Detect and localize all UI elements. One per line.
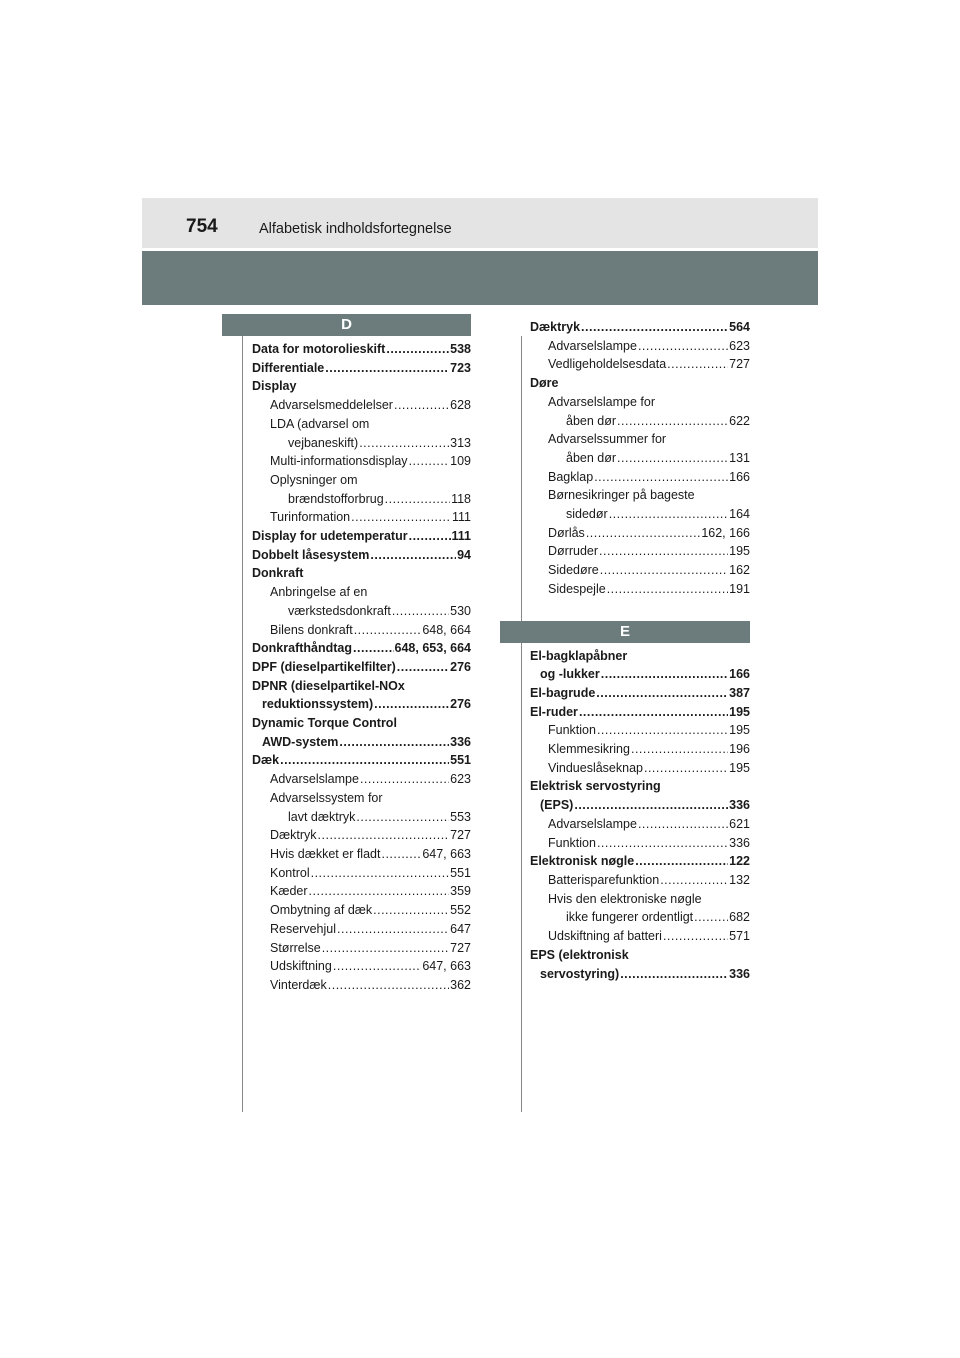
right-column (530, 318, 750, 983)
entry-page: 553 (450, 809, 471, 824)
entry-page: 647, 663 (422, 846, 471, 861)
entry-page: 723 (450, 360, 471, 375)
dot-leader (322, 939, 449, 958)
dot-leader (631, 740, 728, 759)
index-entry (252, 939, 471, 958)
entry-term: Sidespejle (548, 581, 606, 596)
dot-leader (638, 337, 728, 356)
dot-leader (620, 965, 728, 984)
index-entry (252, 957, 471, 976)
index-entry (530, 946, 750, 965)
entry-term: Dæktryk (270, 828, 317, 843)
entry-page: 682 (729, 910, 750, 925)
dot-leader (280, 751, 449, 770)
index-entry (252, 377, 471, 396)
entry-page: 195 (729, 704, 750, 719)
entry-term: Udskiftning af batteri (548, 929, 662, 944)
entry-term: El-bagrude (530, 685, 596, 700)
dot-leader (667, 355, 728, 374)
index-entry (252, 471, 471, 490)
entry-page: 131 (729, 450, 750, 465)
header-band (142, 251, 818, 305)
entry-term: Data for motorolieskift (252, 342, 386, 356)
entry-page: 191 (729, 581, 750, 596)
entry-term: Dørlås (548, 525, 585, 540)
dot-leader (386, 340, 449, 359)
index-entry (530, 430, 750, 449)
index-entry (252, 976, 471, 995)
entry-term: LDA (advarsel om (270, 416, 370, 431)
entry-term: Størrelse (270, 940, 321, 955)
right-entry-list-e (530, 647, 750, 984)
entry-page: 623 (729, 338, 750, 353)
index-entry (530, 505, 750, 524)
index-entry (530, 524, 750, 543)
dot-leader (385, 490, 450, 509)
entry-page: 387 (729, 685, 750, 700)
entry-term: Dæktryk (530, 320, 581, 334)
entry-term: Donkraft (252, 566, 304, 581)
dot-leader (694, 908, 728, 927)
dot-leader (381, 845, 421, 864)
entry-page: 336 (729, 798, 750, 813)
index-entry (252, 695, 471, 714)
index-entry (252, 602, 471, 621)
entry-term: Turinformation (270, 510, 351, 525)
entry-term: Donkrafthåndtag (252, 641, 352, 656)
entry-page: 276 (450, 697, 471, 712)
entry-term: Hvis den elektroniske nøgle (548, 891, 702, 906)
index-entry (530, 965, 750, 984)
dot-leader (370, 546, 456, 565)
entry-term: Dynamic Torque Control (252, 716, 397, 731)
entry-term: Multi-informationsdisplay (270, 454, 408, 469)
entry-term: Anbringelse af en (270, 585, 368, 600)
index-entry (530, 684, 750, 703)
dot-leader (660, 871, 728, 890)
index-entry (252, 340, 471, 359)
index-entry (530, 665, 750, 684)
entry-term: Batterisparefunktion (548, 872, 660, 887)
entry-page: 195 (729, 723, 750, 738)
entry-term: (EPS) (540, 798, 574, 813)
entry-term: Ombytning af dæk (270, 903, 373, 918)
index-entry (530, 834, 750, 853)
index-entry (530, 759, 750, 778)
entry-term: brændstofforbrug (288, 491, 384, 506)
entry-term: Udskiftning (270, 959, 332, 974)
index-entry (530, 796, 750, 815)
entry-term: Dæk (252, 753, 280, 768)
index-entry (530, 777, 750, 796)
entry-page: 530 (450, 603, 471, 618)
dot-leader (586, 524, 701, 543)
entry-term: Kontrol (270, 865, 310, 880)
index-entry (530, 871, 750, 890)
entry-page: 132 (729, 872, 750, 887)
index-entry (252, 826, 471, 845)
entry-term: Bilens donkraft (270, 622, 353, 637)
entry-page: 727 (450, 940, 471, 955)
entry-page: 647, 663 (422, 959, 471, 974)
index-entry (530, 580, 750, 599)
dot-leader (601, 665, 728, 684)
index-entry (252, 434, 471, 453)
dot-leader (339, 733, 449, 752)
index-entry (530, 740, 750, 759)
index-entry (252, 415, 471, 434)
dot-leader (354, 621, 422, 640)
entry-page: 564 (729, 320, 750, 334)
entry-term: Døre (530, 376, 559, 391)
section-letter-e: E (500, 621, 750, 643)
index-entry (252, 882, 471, 901)
dot-leader (337, 920, 449, 939)
dot-leader (597, 834, 728, 853)
entry-term: Funktion (548, 835, 596, 850)
entry-page: 359 (450, 884, 471, 899)
index-entry (530, 412, 750, 431)
index-entry (252, 714, 471, 733)
entry-term: Oplysninger om (270, 472, 358, 487)
dot-leader (635, 852, 728, 871)
entry-page: 94 (457, 547, 471, 562)
entry-page: 727 (450, 828, 471, 843)
entry-term: vejbaneskift) (288, 435, 359, 450)
index-entry (252, 864, 471, 883)
dot-leader (409, 452, 450, 471)
entry-page: 196 (729, 742, 750, 757)
index-entry (252, 452, 471, 471)
index-entry (252, 639, 471, 658)
index-entry (252, 583, 471, 602)
entry-term: åben dør (566, 450, 617, 465)
index-entry (530, 927, 750, 946)
dot-leader (333, 957, 421, 976)
dot-leader (328, 976, 449, 995)
left-column (222, 314, 471, 995)
entry-page: 336 (729, 966, 750, 981)
dot-leader (597, 721, 728, 740)
right-column-rule (521, 336, 522, 1112)
dot-leader (394, 396, 449, 415)
entry-page: 111 (451, 510, 471, 525)
entry-term: sidedør (566, 507, 608, 522)
dot-leader (353, 639, 394, 658)
index-entry (530, 449, 750, 468)
index-entry (252, 621, 471, 640)
entry-term: Elektrisk servostyring (530, 779, 661, 794)
entry-page: 195 (729, 760, 750, 775)
entry-page: 166 (729, 469, 750, 484)
entry-term: Display for udetemperatur (252, 529, 408, 544)
entry-term: Differentiale (252, 360, 325, 375)
index-entry (252, 901, 471, 920)
entry-term: DPF (dieselpartikelfilter) (252, 659, 396, 674)
entry-page: 628 (450, 398, 471, 413)
entry-term: AWD-system (262, 734, 339, 749)
entry-page: 109 (450, 454, 471, 469)
entry-term: Dobbelt låsesystem (252, 547, 370, 562)
entry-term: Advarselssummer for (548, 432, 667, 447)
entry-term: værkstedsdonkraft (288, 603, 391, 618)
dot-leader (617, 412, 728, 431)
entry-term: Sidedøre (548, 563, 599, 578)
entry-term: Dørruder (548, 544, 599, 559)
entry-term: åben dør (566, 413, 617, 428)
entry-page: 336 (450, 734, 471, 749)
dot-leader (596, 684, 728, 703)
index-entry (530, 908, 750, 927)
index-entry (252, 808, 471, 827)
entry-page: 648, 653, 664 (394, 641, 471, 656)
index-entry (530, 355, 750, 374)
entry-page: 538 (450, 342, 471, 356)
entry-term: lavt dæktryk (288, 809, 356, 824)
index-entry (530, 318, 750, 337)
index-entry (252, 359, 471, 378)
index-entry (252, 396, 471, 415)
entry-term: og -lukker (540, 667, 600, 682)
dot-leader (397, 658, 449, 677)
entry-term: Hvis dækket er fladt (270, 846, 381, 861)
index-entry (252, 546, 471, 565)
index-entry (530, 852, 750, 871)
entry-term: Vindueslåseknap (548, 760, 643, 775)
index-entry (252, 508, 471, 527)
index-entry (530, 890, 750, 909)
entry-term: Kæder (270, 884, 308, 899)
entry-page: 648, 664 (422, 622, 471, 637)
dot-leader (638, 815, 728, 834)
index-entry (252, 920, 471, 939)
entry-term: Advarselslampe (548, 338, 637, 353)
index-entry (530, 468, 750, 487)
dot-leader (373, 901, 449, 920)
entry-page: 162, 166 (701, 525, 750, 540)
header-top-band (142, 198, 818, 248)
entry-page: 195 (729, 544, 750, 559)
index-entry (252, 733, 471, 752)
entry-term: Vinterdæk (270, 977, 327, 992)
dot-leader (392, 602, 449, 621)
entry-page: 362 (450, 977, 471, 992)
entry-page: 571 (729, 929, 750, 944)
section-letter-d: D (222, 314, 471, 336)
entry-term: Børnesikringer på bageste (548, 488, 695, 503)
entry-term: Funktion (548, 723, 596, 738)
entry-page: 118 (451, 491, 471, 506)
entry-page: 166 (729, 667, 750, 682)
dot-leader (318, 826, 450, 845)
index-entry (530, 721, 750, 740)
entry-page: 276 (450, 659, 471, 674)
index-entry (530, 542, 750, 561)
dot-leader (644, 759, 728, 778)
index-entry (530, 703, 750, 722)
dot-leader (617, 449, 728, 468)
entry-page: 122 (729, 854, 750, 869)
left-entry-list (222, 340, 471, 995)
dot-leader (609, 505, 728, 524)
entry-page: 621 (729, 816, 750, 831)
entry-term: Reservehjul (270, 921, 337, 936)
right-entry-list-d (530, 318, 750, 599)
dot-leader (663, 927, 728, 946)
entry-term: Vedligeholdelsesdata (548, 357, 667, 372)
entry-term: reduktionssystem) (262, 697, 374, 712)
entry-page: 111 (451, 529, 471, 544)
index-entry (530, 561, 750, 580)
entry-term: ikke fungerer ordentligt (566, 910, 694, 925)
dot-leader (581, 318, 728, 337)
index-entry (252, 770, 471, 789)
entry-term: Advarselslampe (270, 772, 359, 787)
index-entry (530, 815, 750, 834)
entry-page: 164 (729, 507, 750, 522)
entry-page: 162 (729, 563, 750, 578)
entry-term: Advarselslampe for (548, 394, 655, 409)
entry-page: 551 (450, 753, 471, 768)
entry-page: 647 (450, 921, 471, 936)
page-title: Alfabetisk indholdsfortegnelse (259, 221, 452, 237)
entry-page: 552 (450, 903, 471, 918)
page-number: 754 (186, 216, 218, 237)
entry-page: 727 (729, 357, 750, 372)
entry-term: Elektronisk nøgle (530, 854, 635, 869)
dot-leader (356, 808, 449, 827)
dot-leader (599, 542, 728, 561)
index-entry (530, 393, 750, 412)
dot-leader (594, 468, 728, 487)
entry-term: Display (252, 379, 297, 394)
entry-term: servostyring) (540, 966, 620, 981)
entry-page: 313 (450, 435, 471, 450)
dot-leader (374, 695, 449, 714)
index-entry (252, 527, 471, 546)
dot-leader (579, 703, 728, 722)
entry-term: El-ruder (530, 704, 578, 719)
entry-term: Advarselssystem for (270, 790, 383, 805)
index-entry (530, 374, 750, 393)
dot-leader (311, 864, 450, 883)
entry-term: El-bagklapåbner (530, 648, 628, 663)
entry-page: 551 (450, 865, 471, 880)
index-entry (252, 658, 471, 677)
dot-leader (574, 796, 728, 815)
entry-page: 336 (729, 835, 750, 850)
index-entry (252, 751, 471, 770)
dot-leader (409, 527, 451, 546)
index-entry (530, 337, 750, 356)
entry-term: Klemmesikring (548, 742, 630, 757)
index-entry (530, 647, 750, 666)
entry-term: DPNR (dieselpartikel-NOx (252, 678, 405, 693)
index-entry (252, 845, 471, 864)
dot-leader (309, 882, 450, 901)
dot-leader (607, 580, 728, 599)
index-entry (530, 486, 750, 505)
entry-term: Advarselsmeddelelser (270, 398, 393, 413)
entry-page: 623 (450, 772, 471, 787)
dot-leader (351, 508, 451, 527)
dot-leader (360, 770, 449, 789)
index-entry (252, 564, 471, 583)
entry-term: EPS (elektronisk (530, 947, 629, 962)
index-entry (252, 677, 471, 696)
dot-leader (359, 434, 449, 453)
entry-term: Bagklap (548, 469, 594, 484)
dot-leader (325, 359, 449, 378)
index-entry (252, 490, 471, 509)
index-entry (252, 789, 471, 808)
dot-leader (600, 561, 728, 580)
entry-term: Advarselslampe (548, 816, 637, 831)
entry-page: 622 (729, 413, 750, 428)
